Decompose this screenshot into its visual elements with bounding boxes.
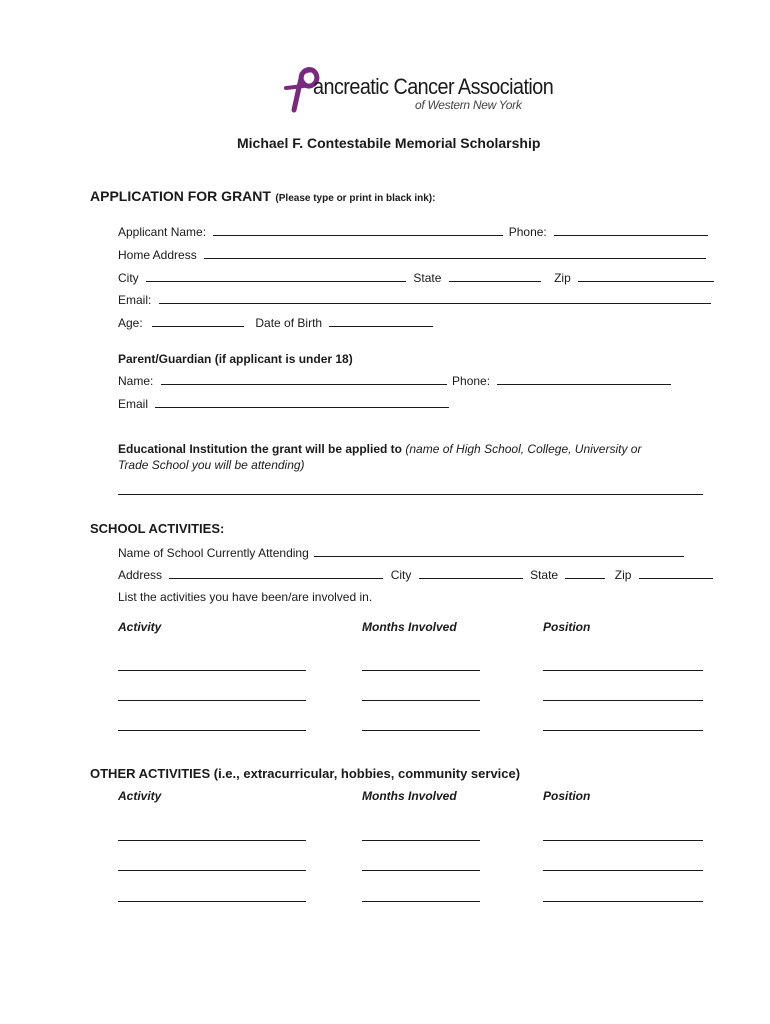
state-field[interactable] xyxy=(449,270,541,282)
other-position-3[interactable] xyxy=(543,901,703,902)
parent-phone-field[interactable] xyxy=(497,373,671,385)
applicant-name-field[interactable] xyxy=(213,224,503,236)
application-instruction: (Please type or print in black ink): xyxy=(275,193,436,204)
other-position-1[interactable] xyxy=(543,840,703,841)
parent-name-row xyxy=(118,373,671,388)
applicant-name-row xyxy=(118,224,708,239)
education-label: Educational Institution the grant will be applied to xyxy=(118,442,403,456)
school-months-2[interactable] xyxy=(362,700,480,701)
school-position-3[interactable] xyxy=(543,730,703,731)
age-label: Age: xyxy=(118,316,143,330)
school-months-1[interactable] xyxy=(362,670,480,671)
applicant-phone-field[interactable] xyxy=(554,224,708,236)
education-note-1: (name of High School, College, University or xyxy=(405,442,642,456)
parent-email-field[interactable] xyxy=(155,396,449,408)
school-zip-label: Zip xyxy=(614,568,632,582)
school-heading: SCHOOL ACTIVITIES: xyxy=(90,521,225,536)
other-activity-2[interactable] xyxy=(118,870,306,871)
city-field[interactable] xyxy=(146,270,406,282)
school-col-position: Position xyxy=(543,620,591,634)
school-state-field[interactable] xyxy=(565,567,605,579)
school-name-field[interactable] xyxy=(314,545,684,557)
other-months-1[interactable] xyxy=(362,840,480,841)
city-row xyxy=(118,270,714,285)
education-label-row xyxy=(118,442,641,456)
logo-name: ancreatic Cancer Association xyxy=(313,74,554,99)
school-activity-3[interactable] xyxy=(118,730,306,731)
school-name-row xyxy=(118,545,684,560)
school-address-row xyxy=(118,567,713,582)
zip-label: Zip xyxy=(554,271,571,285)
school-activity-1[interactable] xyxy=(118,670,306,671)
education-field[interactable] xyxy=(118,494,703,495)
school-zip-field[interactable] xyxy=(639,567,713,579)
city-label: City xyxy=(118,271,139,285)
logo xyxy=(280,62,554,118)
school-col-activity: Activity xyxy=(118,620,162,634)
email-field[interactable] xyxy=(159,292,711,304)
school-col-months: Months Involved xyxy=(362,620,457,634)
school-city-label: City xyxy=(390,568,412,582)
other-col-activity: Activity xyxy=(118,789,162,803)
other-col-position: Position xyxy=(543,789,591,803)
school-city-field[interactable] xyxy=(419,567,523,579)
education-note-2: Trade School you will be attending) xyxy=(118,458,305,472)
age-row xyxy=(118,315,433,330)
school-address-label: Address xyxy=(118,568,163,582)
age-field[interactable] xyxy=(152,315,244,327)
parent-name-label: Name: xyxy=(118,374,154,388)
school-activity-2[interactable] xyxy=(118,700,306,701)
parent-name-field[interactable] xyxy=(161,373,447,385)
school-state-label: State xyxy=(530,568,559,582)
dob-label: Date of Birth xyxy=(255,316,323,330)
logo-subtitle: of Western New York xyxy=(415,98,522,112)
school-position-2[interactable] xyxy=(543,700,703,701)
parent-phone-label: Phone: xyxy=(452,374,491,388)
email-label: Email: xyxy=(118,293,152,307)
school-position-1[interactable] xyxy=(543,670,703,671)
email-row xyxy=(118,292,711,307)
other-activity-3[interactable] xyxy=(118,901,306,902)
applicant-phone-label: Phone: xyxy=(508,225,547,239)
other-col-months: Months Involved xyxy=(362,789,457,803)
school-name-label: Name of School Currently Attending xyxy=(118,546,309,560)
state-label: State xyxy=(413,271,442,285)
other-position-2[interactable] xyxy=(543,870,703,871)
home-address-field[interactable] xyxy=(204,247,706,259)
activities-prompt: List the activities you have been/are involved in. xyxy=(118,590,373,604)
school-months-3[interactable] xyxy=(362,730,480,731)
zip-field[interactable] xyxy=(578,270,714,282)
other-activity-1[interactable] xyxy=(118,840,306,841)
other-months-2[interactable] xyxy=(362,870,480,871)
school-address-field[interactable] xyxy=(169,567,383,579)
application-heading-text: APPLICATION FOR GRANT xyxy=(90,188,271,204)
other-heading: OTHER ACTIVITIES (i.e., extracurricular, hobbies, community service) xyxy=(90,766,521,781)
parent-heading: Parent/Guardian (if applicant is under 18) xyxy=(118,352,353,366)
other-months-3[interactable] xyxy=(362,901,480,902)
parent-email-row xyxy=(118,396,449,411)
dob-field[interactable] xyxy=(329,315,433,327)
application-heading xyxy=(90,188,435,206)
home-address-row xyxy=(118,247,706,262)
parent-email-label: Email xyxy=(118,397,149,411)
applicant-name-label: Applicant Name: xyxy=(118,225,207,239)
page-title: Michael F. Contestabile Memorial Scholarship xyxy=(237,135,541,151)
home-address-label: Home Address xyxy=(118,248,197,262)
